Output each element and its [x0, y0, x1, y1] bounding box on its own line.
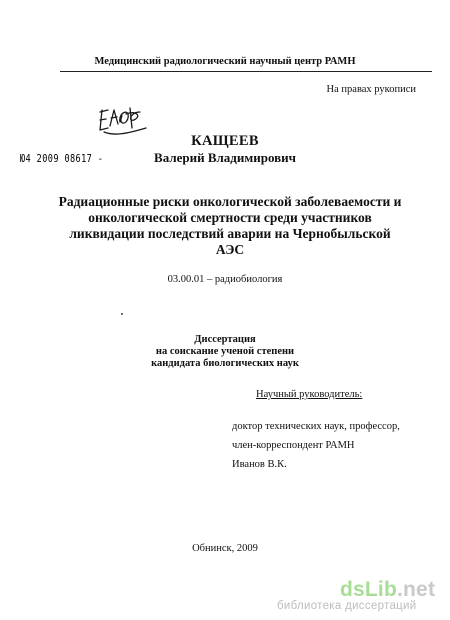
degree-statement	[0, 334, 450, 370]
dissertation-title	[40, 194, 420, 258]
watermark-logo	[340, 578, 435, 602]
watermark-logo-suffix: .net	[397, 578, 436, 601]
institution-header: Медицинский радиологический научный центр РАМН	[94, 56, 356, 67]
speck	[121, 313, 123, 315]
author-given-names: Валерий Владимирович	[154, 150, 296, 165]
title-line: онкологической смертности среди участников	[88, 210, 372, 225]
manuscript-note: На правах рукописи	[326, 84, 416, 95]
supervisor-line: Иванов В.К.	[232, 459, 287, 470]
degree-line: на соискание ученой степени	[155, 346, 295, 357]
header-rule	[60, 71, 432, 72]
place-year: Обнинск, 2009	[192, 543, 258, 554]
watermark-caption: библиотека диссертаций	[277, 600, 417, 612]
title-line: АЭС	[215, 242, 245, 257]
watermark-logo-main: dsLib	[340, 578, 397, 601]
supervisor-details	[232, 417, 400, 474]
supervisor-line: доктор технических наук, профессор,	[232, 421, 400, 432]
specialty-code: 03.00.01 – радиобиология	[167, 274, 283, 285]
supervisor-heading: Научный руководитель:	[256, 389, 363, 400]
degree-line: кандидата биологических наук	[151, 358, 299, 369]
title-line: ликвидации последствий аварии на Чернобыльской	[69, 226, 391, 241]
title-line: Радиационные риски онкологической заболеваемости и	[58, 194, 402, 209]
author-surname: КАЩЕЕВ	[191, 133, 259, 149]
registry-number: Ю4 2009 08617 -	[20, 152, 104, 165]
supervisor-line: член-корреспондент РАМН	[232, 440, 355, 451]
degree-line: Диссертация	[194, 334, 256, 345]
